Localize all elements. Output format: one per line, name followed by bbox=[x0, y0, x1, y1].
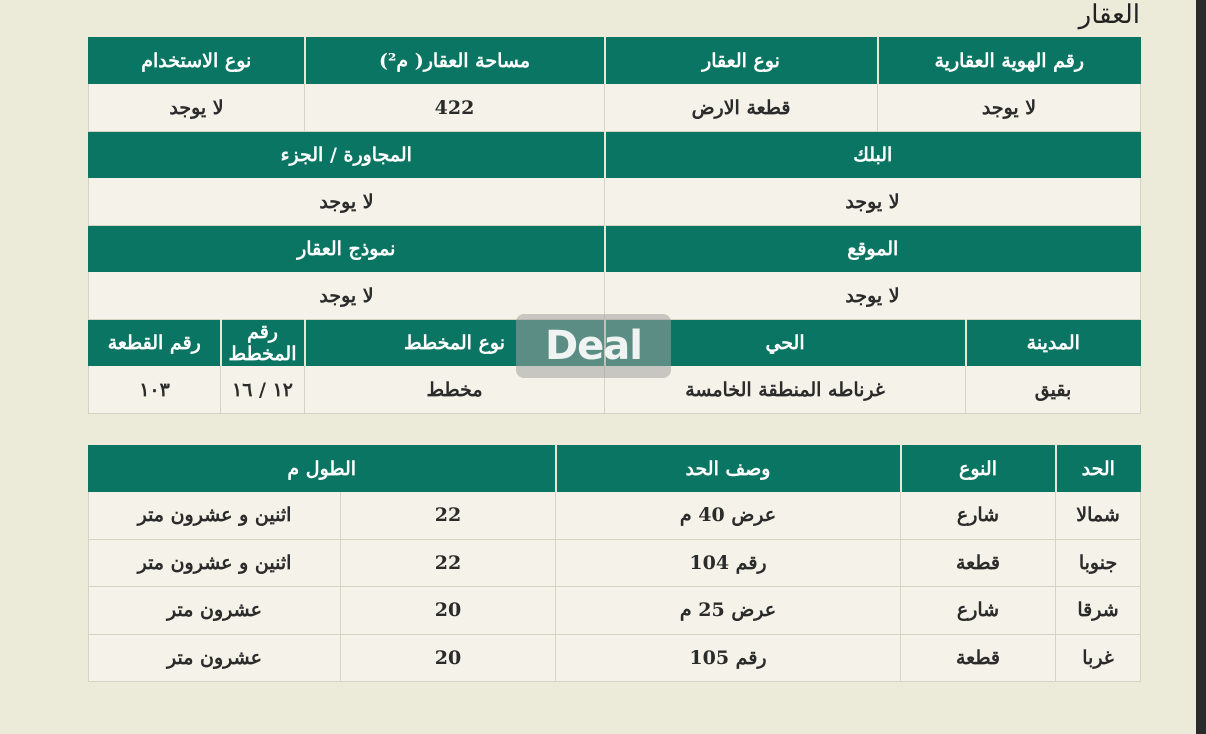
header-district: الحي bbox=[605, 320, 966, 366]
cell-type: قطعة bbox=[901, 634, 1056, 682]
cell-length: 22 bbox=[341, 539, 556, 587]
table-row bbox=[89, 634, 1141, 682]
cell-side: شرقا bbox=[1056, 587, 1141, 635]
cell-length-text: عشرون متر bbox=[89, 587, 341, 635]
header-property-id: رقم الهوية العقارية bbox=[878, 38, 1141, 84]
cell-side: شمالا bbox=[1056, 492, 1141, 540]
value-district: غرناطه المنطقة الخامسة bbox=[605, 366, 966, 414]
header-plan-type: نوع المخطط bbox=[305, 320, 605, 366]
value-city: بقيق bbox=[966, 366, 1141, 414]
section-title: العقار bbox=[1078, 0, 1140, 30]
value-usage-type: لا يوجد bbox=[89, 84, 305, 132]
value-row-3 bbox=[89, 272, 1141, 320]
cell-type: قطعة bbox=[901, 539, 1056, 587]
table-row bbox=[89, 539, 1141, 587]
header-length: الطول م bbox=[89, 446, 556, 492]
header-boundary-type: النوع bbox=[901, 446, 1056, 492]
header-property-model: نموذج العقار bbox=[89, 226, 605, 272]
header-row-2 bbox=[89, 132, 1141, 178]
value-property-type: قطعة الارض bbox=[605, 84, 878, 132]
header-plot-number: رقم القطعة bbox=[89, 320, 221, 366]
value-property-id: لا يوجد bbox=[878, 84, 1141, 132]
cell-description: عرض 25 م bbox=[556, 587, 901, 635]
value-plot-number: ١٠٣ bbox=[89, 366, 221, 414]
cell-description: رقم 104 bbox=[556, 539, 901, 587]
cell-length-text: اثنين و عشرون متر bbox=[89, 492, 341, 540]
header-city: المدينة bbox=[966, 320, 1141, 366]
cell-description: رقم 105 bbox=[556, 634, 901, 682]
table-row bbox=[89, 492, 1141, 540]
watermark-logo bbox=[516, 314, 671, 378]
header-row-3 bbox=[89, 226, 1141, 272]
value-plan-type: مخطط bbox=[305, 366, 605, 414]
value-block: لا يوجد bbox=[605, 178, 1141, 226]
value-row-2 bbox=[89, 178, 1141, 226]
header-usage-type: نوع الاستخدام bbox=[89, 38, 305, 84]
value-neighborhood-part: لا يوجد bbox=[89, 178, 605, 226]
header-block: البلك bbox=[605, 132, 1141, 178]
value-property-area: 422 bbox=[305, 84, 605, 132]
cell-length-text: عشرون متر bbox=[89, 634, 341, 682]
cell-type: شارع bbox=[901, 492, 1056, 540]
boundaries-header-row bbox=[89, 446, 1141, 492]
cell-length-text: اثنين و عشرون متر bbox=[89, 539, 341, 587]
header-plan-number: رقم المخطط bbox=[221, 320, 305, 366]
cell-description: عرض 40 م bbox=[556, 492, 901, 540]
watermark-text: Deal bbox=[544, 323, 643, 369]
window-edge bbox=[1196, 0, 1206, 734]
value-row-1 bbox=[89, 84, 1141, 132]
value-location: لا يوجد bbox=[605, 272, 1141, 320]
cell-side: غربا bbox=[1056, 634, 1141, 682]
header-neighborhood-part: المجاورة / الجزء bbox=[89, 132, 605, 178]
cell-length: 20 bbox=[341, 634, 556, 682]
value-property-model: لا يوجد bbox=[89, 272, 605, 320]
header-location: الموقع bbox=[605, 226, 1141, 272]
header-property-area: مساحة العقار( م²) bbox=[305, 38, 605, 84]
header-property-type: نوع العقار bbox=[605, 38, 878, 84]
cell-side: جنوبا bbox=[1056, 539, 1141, 587]
header-side: الحد bbox=[1056, 446, 1141, 492]
value-plan-number: ١٢ / ١٦ bbox=[221, 366, 305, 414]
cell-length: 20 bbox=[341, 587, 556, 635]
cell-type: شارع bbox=[901, 587, 1056, 635]
table-row bbox=[89, 587, 1141, 635]
header-row-1 bbox=[89, 38, 1141, 84]
cell-length: 22 bbox=[341, 492, 556, 540]
header-boundary-description: وصف الحد bbox=[556, 446, 901, 492]
boundaries-table bbox=[88, 445, 1141, 682]
